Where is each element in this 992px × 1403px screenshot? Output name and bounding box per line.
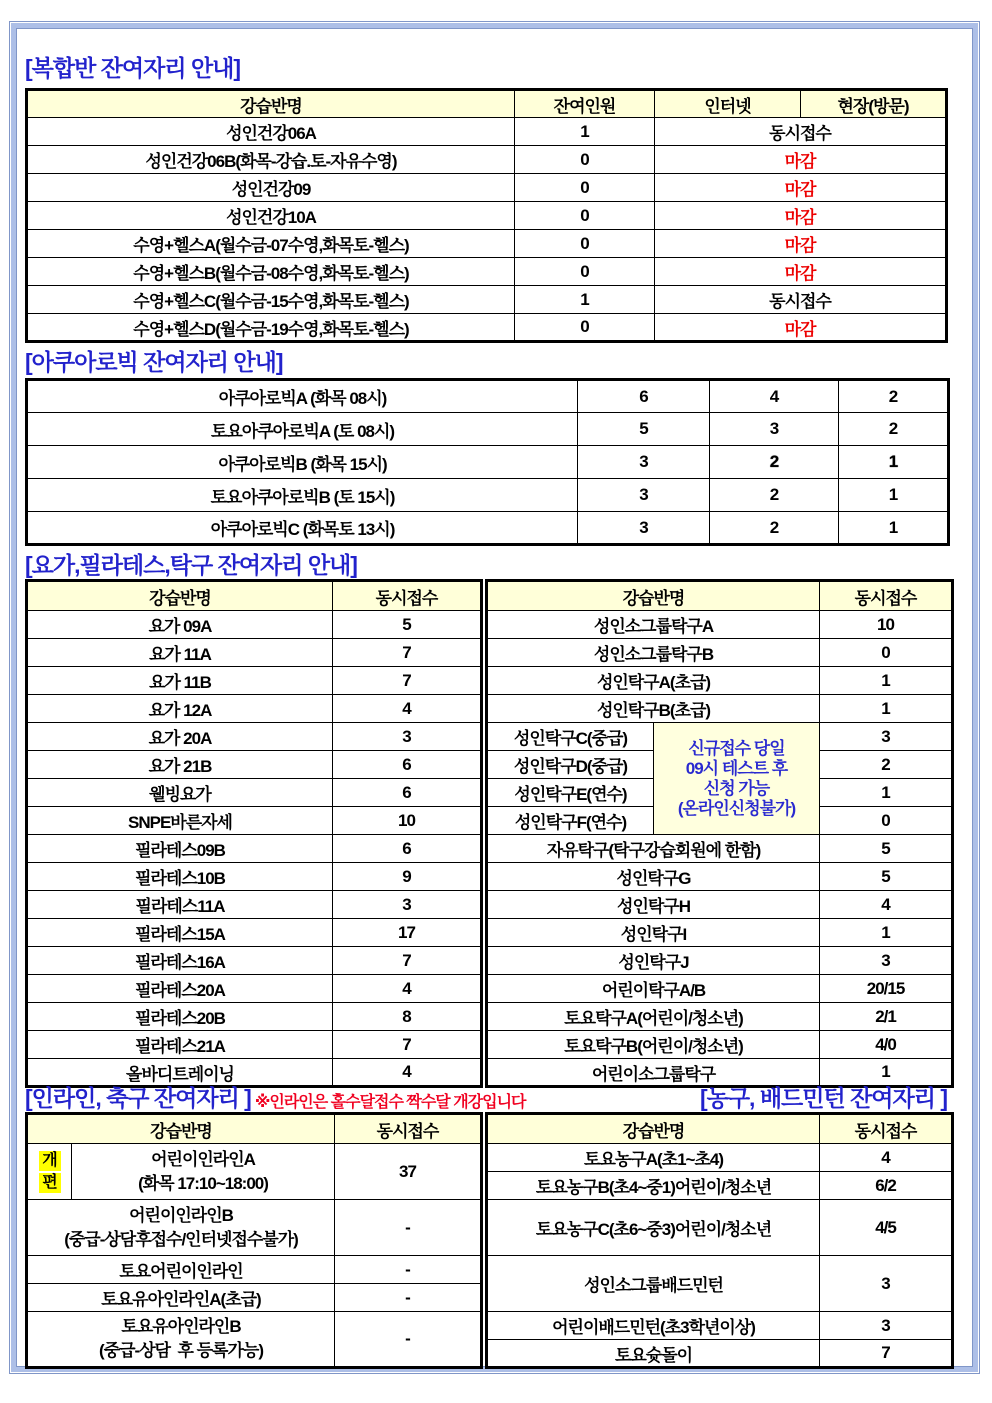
class-name: 성인건강06B(화목-강습.토-자유수영)	[27, 146, 515, 174]
table-row	[27, 667, 482, 695]
reorganized-marker	[27, 1144, 72, 1200]
column-header-concurrent: 동시접수	[820, 581, 953, 611]
class-name: 성인탁구G	[487, 863, 820, 891]
class-name: 성인건강06A	[27, 118, 515, 146]
count: 7	[333, 947, 482, 975]
count: 1	[820, 695, 953, 723]
marker-char: 개	[39, 1151, 61, 1171]
column-header-internet: 인터넷	[655, 90, 801, 118]
column-header-remaining: 잔여인원	[515, 90, 655, 118]
count: 2	[820, 751, 953, 779]
table-row	[27, 1312, 482, 1368]
class-name: 요가 11B	[27, 667, 333, 695]
table-header-row	[27, 1114, 482, 1144]
count: 0	[820, 807, 953, 835]
table-row	[27, 146, 947, 174]
table-row	[27, 174, 947, 202]
table-row	[487, 1172, 953, 1200]
table-row	[27, 413, 949, 446]
table-header-row	[487, 581, 953, 611]
class-name: 토요탁구A(어린이/청소년)	[487, 1003, 820, 1031]
table-row	[27, 779, 482, 807]
remaining-count: 0	[515, 146, 655, 174]
table-row	[487, 1200, 953, 1256]
table-row	[27, 258, 947, 286]
internet-count: 2	[710, 446, 839, 479]
class-name: 필라테스16A	[27, 947, 333, 975]
class-name-line: 어린이인라인A	[151, 1149, 255, 1169]
table-row	[27, 947, 482, 975]
column-header-class-name: 강습반명	[27, 1114, 335, 1144]
table-row	[27, 1031, 482, 1059]
class-name: 수영+헬스A(월수금-07수영,화목토-헬스)	[27, 230, 515, 258]
count: 10	[333, 807, 482, 835]
table-row	[487, 835, 953, 863]
section-title-yoga-pilates-tabletennis: [요가,필라테스,탁구 잔여자리 안내]	[25, 552, 357, 578]
class-name: 웰빙요가	[27, 779, 333, 807]
class-name: 성인건강10A	[27, 202, 515, 230]
count: 4/5	[820, 1200, 953, 1256]
internet-count: 2	[710, 512, 839, 545]
table-row	[487, 1031, 953, 1059]
count: 6	[333, 779, 482, 807]
class-name: 성인건강09	[27, 174, 515, 202]
onsite-count: 2	[839, 380, 949, 413]
table-row	[27, 751, 482, 779]
table-row	[27, 1284, 482, 1312]
column-header-class-name: 강습반명	[487, 581, 820, 611]
count: 6	[333, 835, 482, 863]
class-name: 어린이탁구A/B	[487, 975, 820, 1003]
remaining-count: 1	[515, 286, 655, 314]
status-closed: 마감	[655, 174, 947, 202]
class-name	[72, 1144, 335, 1200]
class-name	[27, 1312, 335, 1368]
count: 4	[820, 891, 953, 919]
table-row	[487, 975, 953, 1003]
class-note-line: (중급-상담후접수/인터넷접수불가)	[64, 1229, 298, 1249]
class-name: 요가 20A	[27, 723, 333, 751]
table-row	[487, 947, 953, 975]
count: 6	[333, 751, 482, 779]
class-name: 성인탁구C(중급)	[487, 723, 654, 751]
table-row	[487, 1312, 953, 1340]
table-row	[27, 118, 947, 146]
class-name: 수영+헬스B(월수금-08수영,화목토-헬스)	[27, 258, 515, 286]
section-title-row	[25, 1080, 947, 1113]
class-name: 요가 11A	[27, 639, 333, 667]
count: 3	[820, 1312, 953, 1340]
status-closed: 마감	[655, 258, 947, 286]
class-name: 토요탁구B(어린이/청소년)	[487, 1031, 820, 1059]
table-row	[487, 863, 953, 891]
class-name: 필라테스09B	[27, 835, 333, 863]
note-line: (온라인신청불가)	[677, 798, 796, 818]
count: 0	[820, 639, 953, 667]
count: -	[335, 1256, 482, 1284]
marker-char: 편	[39, 1173, 61, 1193]
class-note-line: (중급-상담 후 등록가능)	[99, 1341, 263, 1360]
class-name: 토요농구A(초1~초4)	[487, 1144, 820, 1172]
yoga-pilates-table	[25, 579, 483, 1088]
table-row	[27, 202, 947, 230]
onsite-count: 2	[839, 413, 949, 446]
remaining-count: 5	[578, 413, 710, 446]
onsite-count: 1	[839, 512, 949, 545]
count: 7	[333, 639, 482, 667]
count: 17	[333, 919, 482, 947]
section-title-inline-soccer: [인라인, 축구 잔여자리 ]	[25, 1085, 251, 1111]
count: 37	[335, 1144, 482, 1200]
class-name: 성인탁구H	[487, 891, 820, 919]
table-header-row	[27, 581, 482, 611]
column-header-class-name: 강습반명	[487, 1114, 820, 1144]
class-name: 성인소그룹탁구B	[487, 639, 820, 667]
table-row	[487, 1144, 953, 1172]
class-name: 토요아쿠아로빅A (토 08시)	[27, 413, 578, 446]
table-row	[27, 611, 482, 639]
count: -	[335, 1312, 482, 1368]
count: 4	[333, 1059, 482, 1087]
table-row	[27, 919, 482, 947]
table-row	[27, 891, 482, 919]
count: 3	[333, 891, 482, 919]
count: 4	[333, 975, 482, 1003]
table-row	[487, 639, 953, 667]
inline-month-note: ※인라인은 홀수달접수 짝수달 개강입니다	[254, 1094, 526, 1111]
class-name: 수영+헬스D(월수금-19수영,화목토-헬스)	[27, 314, 515, 342]
class-name: 필라테스20B	[27, 1003, 333, 1031]
class-name: 요가 12A	[27, 695, 333, 723]
table-row	[27, 446, 949, 479]
remaining-count: 0	[515, 314, 655, 342]
count: 9	[333, 863, 482, 891]
table-row	[27, 835, 482, 863]
count: 7	[333, 1031, 482, 1059]
table-row	[27, 1256, 482, 1284]
class-name: 요가 09A	[27, 611, 333, 639]
table-row	[27, 1003, 482, 1031]
table-row	[487, 611, 953, 639]
table-row	[27, 639, 482, 667]
internet-count: 2	[710, 479, 839, 512]
class-name: 성인탁구F(연수)	[487, 807, 654, 835]
table-row	[27, 723, 482, 751]
remaining-count: 0	[515, 202, 655, 230]
yoga-pilates-tabletennis-tables	[25, 579, 954, 1088]
status: 동시접수	[655, 286, 947, 314]
count: 20/15	[820, 975, 953, 1003]
table-row	[487, 1256, 953, 1312]
table-row	[27, 975, 482, 1003]
class-name: 필라테스15A	[27, 919, 333, 947]
column-header-concurrent: 동시접수	[335, 1114, 482, 1144]
internet-count: 4	[710, 380, 839, 413]
table-row	[487, 1340, 953, 1368]
class-name: 어린이배드민턴(초3학년이상)	[487, 1312, 820, 1340]
note-line: 09시 테스트 후	[685, 758, 788, 778]
class-name: 올바디트레이닝	[27, 1059, 333, 1087]
class-name: 토요슛돌이	[487, 1340, 820, 1368]
section-title-aqua-aerobics: [아쿠아로빅 잔여자리 안내]	[25, 349, 283, 375]
remaining-count: 0	[515, 258, 655, 286]
class-name: 필라테스21A	[27, 1031, 333, 1059]
class-name: 성인탁구J	[487, 947, 820, 975]
class-name: 어린이소그룹탁구	[487, 1059, 820, 1087]
class-name: 요가 21B	[27, 751, 333, 779]
basketball-badminton-table	[485, 1112, 954, 1369]
count: 2/1	[820, 1003, 953, 1031]
remaining-count: 0	[515, 230, 655, 258]
count: 5	[333, 611, 482, 639]
class-name: 성인탁구A(초급)	[487, 667, 820, 695]
class-name: 성인소그룹배드민턴	[487, 1256, 820, 1312]
table-row	[487, 1003, 953, 1031]
class-name: 토요아쿠아로빅B (토 15시)	[27, 479, 578, 512]
count: 3	[820, 947, 953, 975]
internet-count: 3	[710, 413, 839, 446]
count: 4	[333, 695, 482, 723]
class-name: 토요농구C(초6~중3)어린이/청소년	[487, 1200, 820, 1256]
table-row	[27, 863, 482, 891]
table-row	[27, 807, 482, 835]
remaining-count: 3	[578, 512, 710, 545]
status-closed: 마감	[655, 202, 947, 230]
class-name: 성인탁구D(중급)	[487, 751, 654, 779]
note-line: 신규접수 당일	[688, 738, 785, 758]
count: 4/0	[820, 1031, 953, 1059]
table-row	[27, 286, 947, 314]
count: 5	[820, 835, 953, 863]
status-closed: 마감	[655, 146, 947, 174]
status: 동시접수	[655, 118, 947, 146]
column-header-class-name: 강습반명	[27, 90, 515, 118]
status-closed: 마감	[655, 314, 947, 342]
class-name-line: 어린이인라인B	[129, 1205, 233, 1225]
class-name	[27, 1200, 335, 1256]
class-name: 필라테스20A	[27, 975, 333, 1003]
aqua-aerobics-table	[25, 378, 950, 546]
table-header-row	[487, 1114, 953, 1144]
class-name: 토요어린이인라인	[27, 1256, 335, 1284]
remaining-count: 3	[578, 479, 710, 512]
class-name: 성인탁구E(연수)	[487, 779, 654, 807]
count: 3	[820, 1256, 953, 1312]
inline-basketball-tables	[25, 1112, 954, 1369]
count: 3	[333, 723, 482, 751]
table-row	[27, 695, 482, 723]
class-name: 필라테스11A	[27, 891, 333, 919]
section-title-combined-classes: [복합반 잔여자리 안내]	[25, 55, 241, 81]
count: 1	[820, 667, 953, 695]
class-name: 아쿠아로빅B (화목 15시)	[27, 446, 578, 479]
section-title-basketball-badminton: [농구, 배드민턴 잔여자리 ]	[699, 1085, 947, 1111]
count: 3	[820, 723, 953, 751]
class-name: 성인탁구I	[487, 919, 820, 947]
table-row	[487, 723, 953, 751]
class-name-line: 토요유아인라인B	[121, 1317, 241, 1336]
class-name: 수영+헬스C(월수금-15수영,화목토-헬스)	[27, 286, 515, 314]
table-row	[27, 1200, 482, 1256]
column-header-class-name: 강습반명	[27, 581, 333, 611]
remaining-count: 0	[515, 174, 655, 202]
count: 10	[820, 611, 953, 639]
table-row	[487, 891, 953, 919]
class-name: 성인소그룹탁구A	[487, 611, 820, 639]
remaining-count: 1	[515, 118, 655, 146]
table-row	[487, 667, 953, 695]
count: 7	[333, 667, 482, 695]
class-name: 필라테스10B	[27, 863, 333, 891]
count: 8	[333, 1003, 482, 1031]
class-name: 토요농구B(초4~중1)어린이/청소년	[487, 1172, 820, 1200]
class-name: 아쿠아로빅A (화목 08시)	[27, 380, 578, 413]
class-name: SNPE바른자세	[27, 807, 333, 835]
table-row	[27, 380, 949, 413]
count: 7	[820, 1340, 953, 1368]
note-line: 신청 가능	[703, 778, 770, 798]
inline-soccer-table	[25, 1112, 483, 1369]
status-closed: 마감	[655, 230, 947, 258]
test-required-note	[654, 723, 820, 835]
class-schedule-line: (화목 17:10~18:00)	[138, 1173, 268, 1193]
count: 5	[820, 863, 953, 891]
count: -	[335, 1284, 482, 1312]
count: 4	[820, 1144, 953, 1172]
table-row	[27, 479, 949, 512]
table-header-row	[27, 90, 947, 118]
count: -	[335, 1200, 482, 1256]
count: 6/2	[820, 1172, 953, 1200]
combined-class-table	[25, 88, 948, 343]
table-row	[487, 695, 953, 723]
count: 1	[820, 779, 953, 807]
column-header-concurrent: 동시접수	[820, 1114, 953, 1144]
table-row	[487, 919, 953, 947]
class-name: 토요유아인라인A(초급)	[27, 1284, 335, 1312]
remaining-count: 6	[578, 380, 710, 413]
table-row	[27, 1144, 482, 1200]
class-name: 성인탁구B(초급)	[487, 695, 820, 723]
table-row	[27, 314, 947, 342]
onsite-count: 1	[839, 479, 949, 512]
class-name: 아쿠아로빅C (화목토 13시)	[27, 512, 578, 545]
count: 1	[820, 1059, 953, 1087]
count: 1	[820, 919, 953, 947]
table-row	[27, 512, 949, 545]
column-header-onsite: 현장(방문)	[801, 90, 947, 118]
tabletennis-table	[485, 579, 954, 1088]
remaining-count: 3	[578, 446, 710, 479]
class-name: 자유탁구(탁구강습회원에 한함)	[487, 835, 820, 863]
onsite-count: 1	[839, 446, 949, 479]
table-row	[27, 230, 947, 258]
column-header-concurrent: 동시접수	[333, 581, 482, 611]
